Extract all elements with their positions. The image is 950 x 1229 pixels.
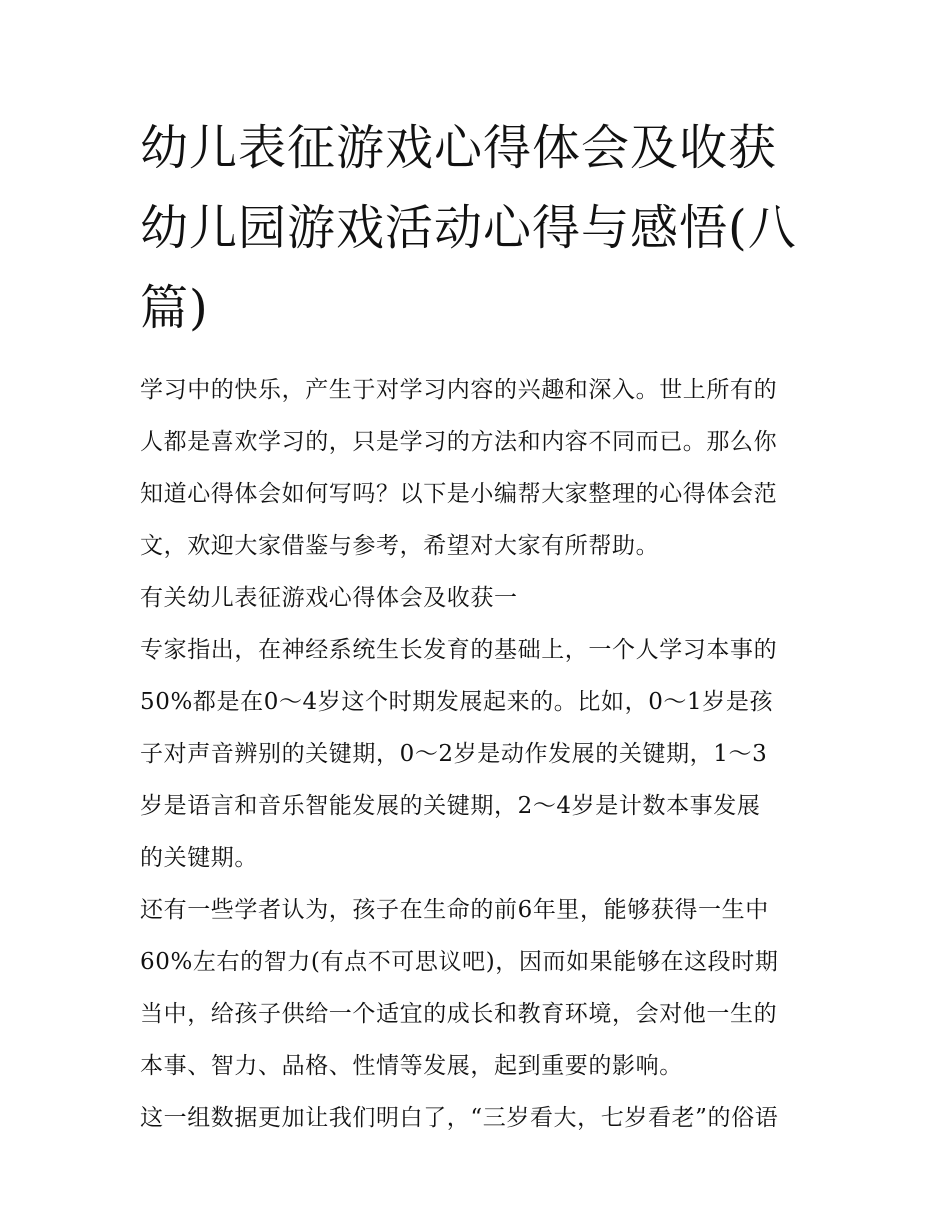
paragraph-experts — [140, 624, 812, 884]
title-line: 篇) — [140, 280, 209, 336]
text-line: 50%都是在0～4岁这个时期发展起来的。比如，0～1岁是孩 — [140, 689, 774, 715]
text-line: 岁是语言和音乐智能发展的关键期，2～4岁是计数本事发展 — [140, 793, 761, 819]
text-line: 知道心得体会如何写吗？以下是小编帮大家整理的心得体会范 — [140, 481, 778, 507]
text-line: 专家指出，在神经系统生长发育的基础上，一个人学习本事的 — [140, 637, 778, 663]
text-line: 文，欢迎大家借鉴与参考，希望对大家有所帮助。 — [140, 533, 660, 559]
text-line: 的关键期。 — [140, 845, 258, 871]
paragraph-scholars — [140, 884, 812, 1092]
text-line: 学习中的快乐，产生于对学习内容的兴趣和深入。世上所有的 — [140, 377, 778, 403]
text-line: 子对声音辨别的关键期，0～2岁是动作发展的关键期，1～3 — [140, 741, 768, 767]
document-page — [140, 108, 812, 1144]
text-line: 本事、智力、品格、性情等发展，起到重要的影响。 — [140, 1053, 683, 1079]
text-line: 60%左右的智力(有点不可思议吧)，因而如果能够在这段时期 — [140, 949, 779, 975]
title-line: 幼儿园游戏活动心得与感悟(八 — [140, 200, 797, 256]
title-line: 幼儿表征游戏心得体会及收获 — [140, 120, 778, 176]
paragraph-intro — [140, 364, 812, 572]
text-line: 有关幼儿表征游戏心得体会及收获一 — [140, 585, 518, 611]
text-line: 当中，给孩子供给一个适宜的成长和教育环境，会对他一生的 — [140, 1001, 778, 1027]
text-line: 人都是喜欢学习的，只是学习的方法和内容不同而已。那么你 — [140, 429, 778, 455]
section-heading — [140, 572, 812, 624]
text-line: 还有一些学者认为，孩子在生命的前6年里，能够获得一生中 — [140, 897, 769, 923]
paragraph-proverb — [140, 1092, 812, 1144]
document-title — [140, 108, 812, 348]
text-line: 这一组数据更加让我们明白了，“三岁看大，七岁看老”的俗语 — [140, 1105, 779, 1131]
